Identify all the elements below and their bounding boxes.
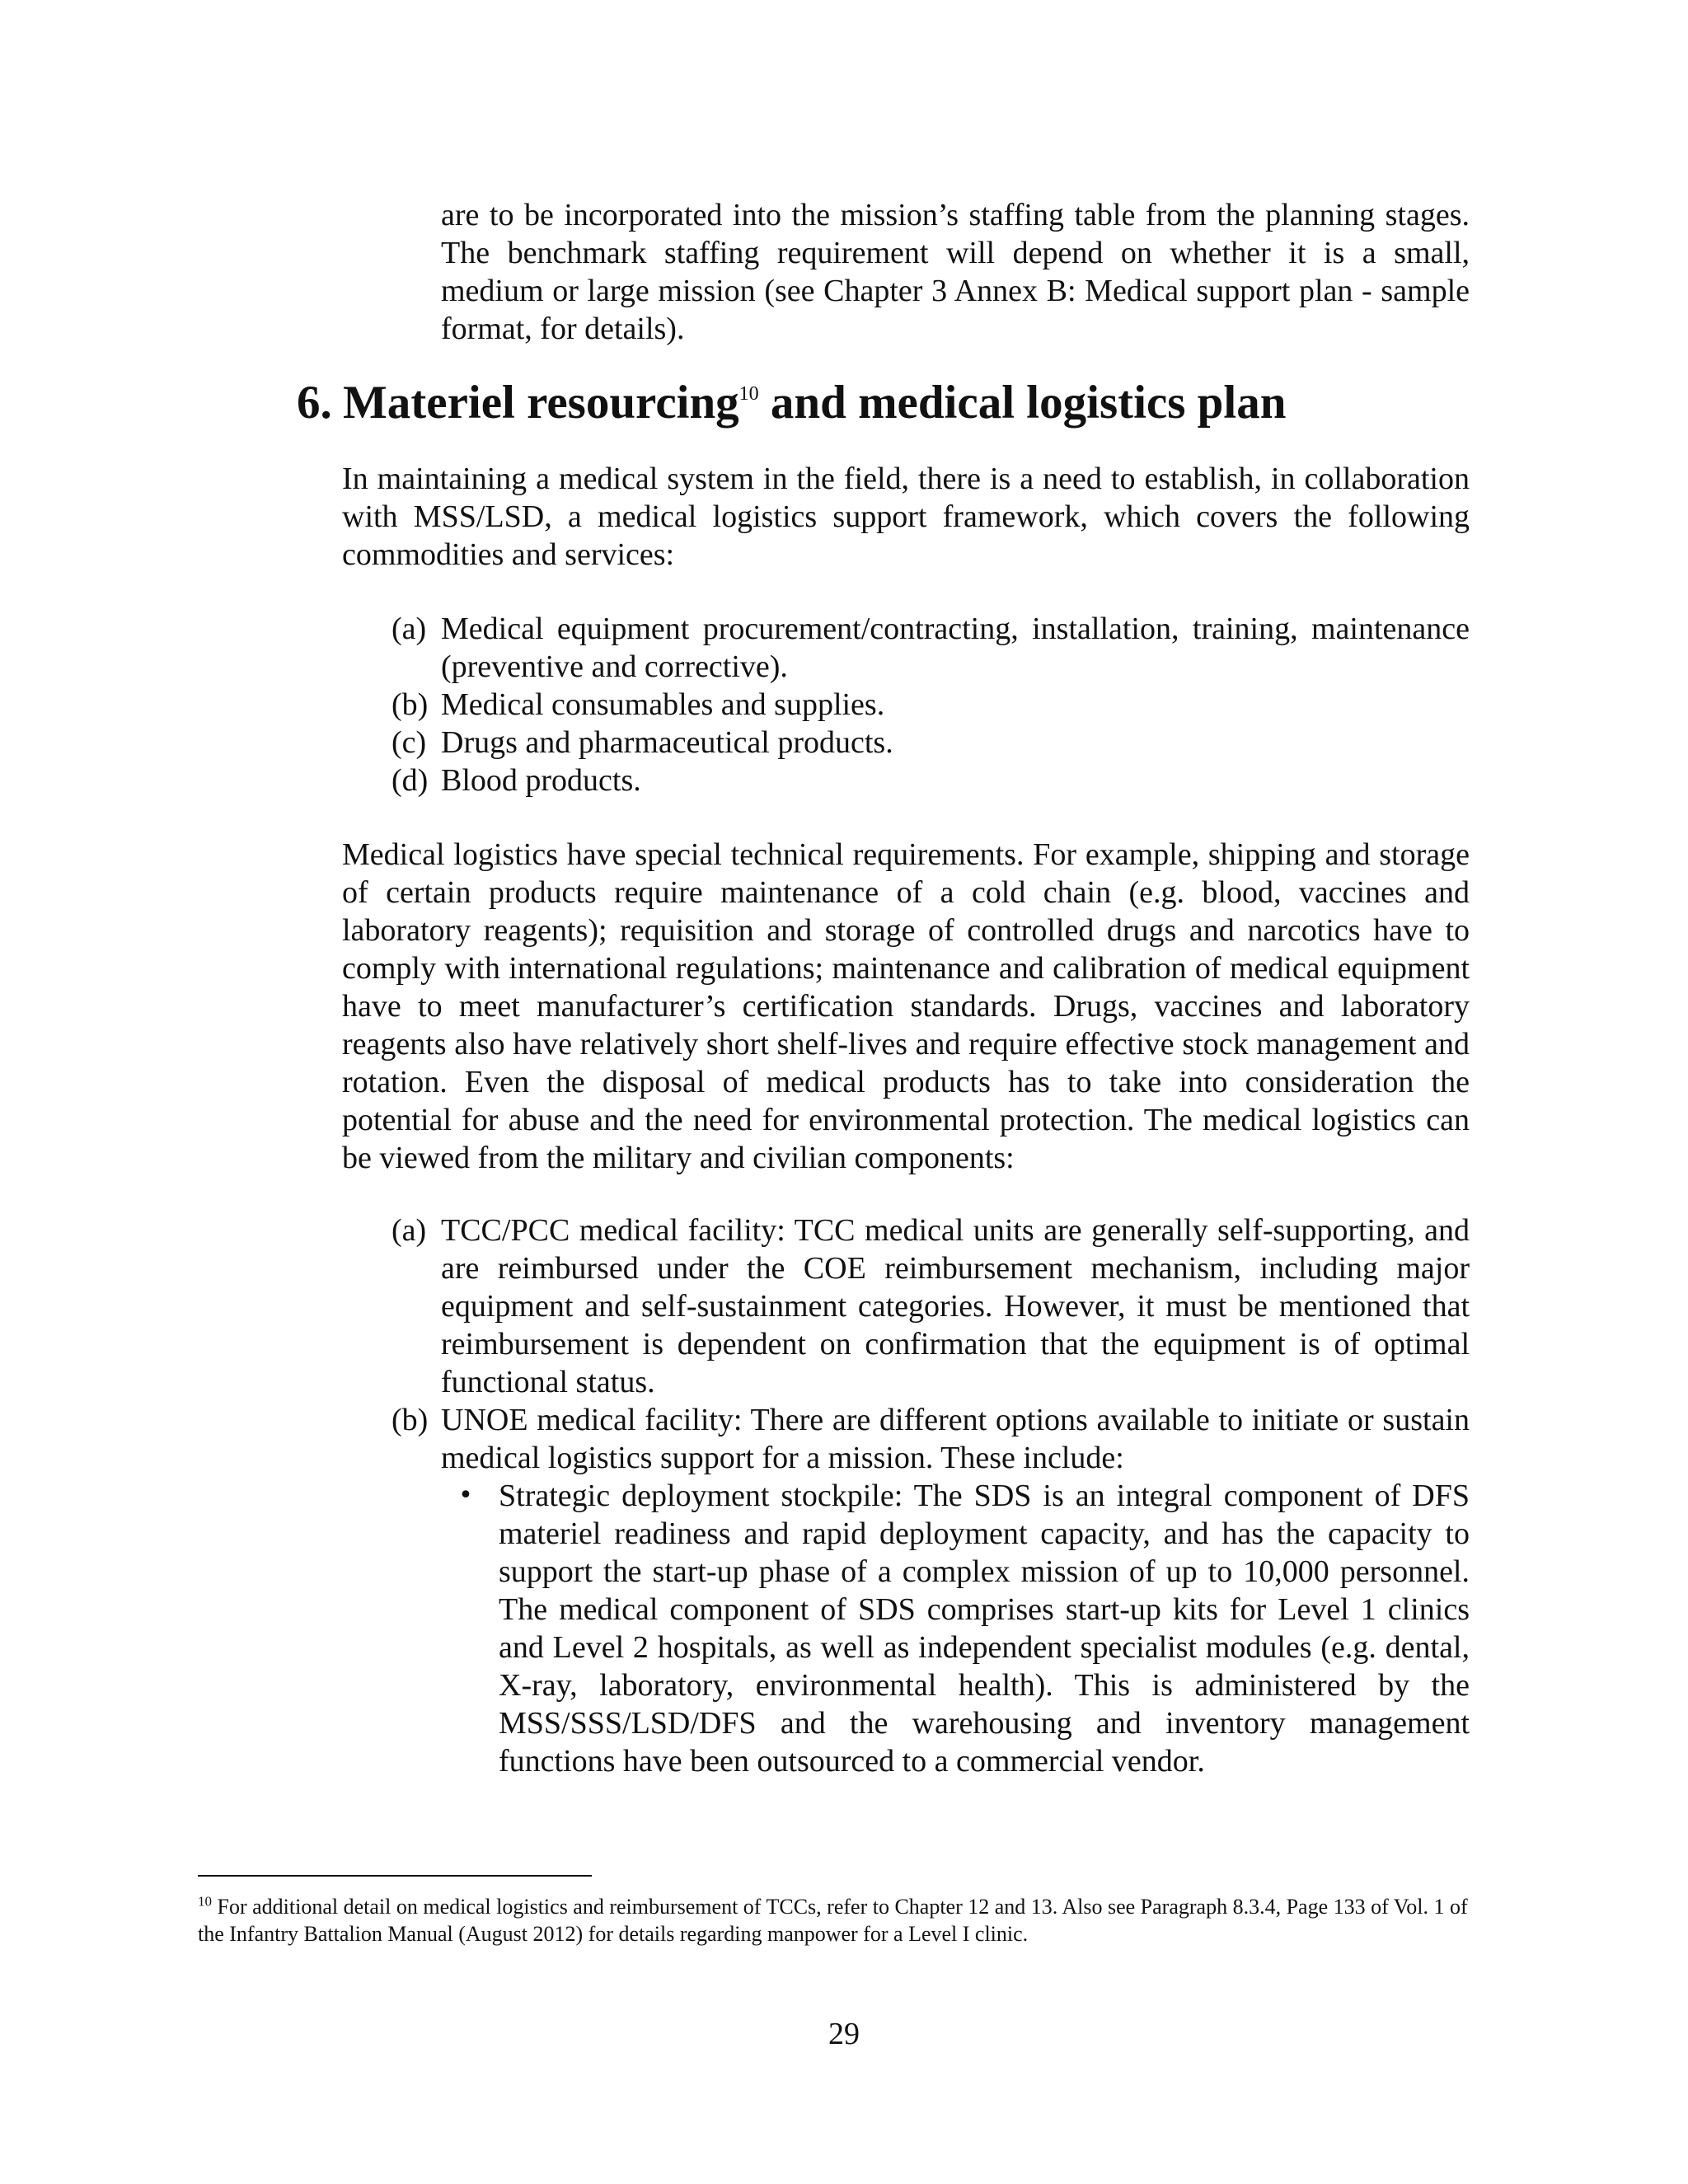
list-marker: (a)	[392, 612, 427, 646]
list-marker: (b)	[392, 687, 429, 722]
list-item-text: TCC/PCC medical facility: TCC medical units are generally self-supporting, and are reimbursed under the COE reimbursement mechanism, including major equipment and self-sustainment categories. However, it must be mentioned that reimbursement is dependent on confirmation that the equipment is of optimal functional status.	[441, 1213, 1470, 1399]
list-item	[392, 724, 1470, 762]
intro-paragraph: are to be incorporated into the mission’s staffing table from the planning stages. The benchmark staffing requirement will depend on whether it is a small, medium or large mission (see Chapter 3 Annex B: Medical support plan - sample format, for details).	[441, 198, 1470, 346]
list-marker: (d)	[392, 763, 429, 798]
list-item-text: Drugs and pharmaceutical products.	[441, 725, 893, 760]
bullet-sublist	[441, 1477, 1470, 1780]
components-list	[392, 1212, 1470, 1780]
bullet-item	[441, 1477, 1470, 1780]
section-title-part2: and medical logistics plan	[758, 377, 1287, 429]
footnote-separator	[198, 1875, 592, 1877]
paragraph-technical-requirements: Medical logistics have special technical requirements. For example, shipping and storage of certain products require maintenance of a cold chain (e.g. blood, vaccines and laboratory reagents); requisition and storage of controlled drugs and narcotics have to comply with international regulations; maintenance and calibration of medical equipment have to meet manufacturer’s certification standards. Drugs, vaccines and laboratory reagents also have relatively short shelf-lives and require effective stock management and rotation. Even the disposal of medical products has to take into consideration the potential for abuse and the need for environmental protection. The medical logistics can be viewed from the military and civilian components:	[342, 837, 1470, 1175]
bullet-item-text: Strategic deployment stockpile: The SDS is an integral component of DFS materiel readiness and rapid deployment capacity, and has the capacity to support the start-up phase of a complex mission of up to 10,000 personnel. The medical component of SDS comprises start-up kits for Level 1 clinics and Level 2 hospitals, as well as independent specialist modules (e.g. dental, X-ray, laboratory, environmental health). This is administered by the MSS/SSS/LSD/DFS and the warehousing and inventory management functions have been outsourced to a commercial vendor.	[499, 1479, 1470, 1779]
footnote	[198, 1893, 1484, 1947]
list-marker: (a)	[392, 1213, 427, 1248]
section-heading	[297, 377, 1467, 429]
list-item-text: Blood products.	[441, 763, 641, 798]
section-title-part1: Materiel resourcing	[343, 377, 739, 429]
list-item-text: Medical equipment procurement/contracting, installation, training, maintenance (preventive and corrective).	[441, 612, 1470, 684]
footnote-number: 10	[198, 1893, 212, 1910]
list-marker: (b)	[392, 1403, 429, 1437]
section-number: 6.	[297, 377, 332, 429]
paragraph-framework: In maintaining a medical system in the field, there is a need to establish, in collaboration with MSS/LSD, a medical logistics support framework, which covers the following commodities and services:	[342, 462, 1470, 572]
footnote-reference[interactable]: 10	[738, 383, 759, 405]
list-marker: (c)	[392, 725, 427, 760]
list-item	[392, 762, 1470, 799]
commodities-list	[392, 610, 1470, 799]
bullet-icon	[441, 1477, 490, 1780]
page-number: 29	[828, 2017, 860, 2051]
list-item-text: UNOE medical facility: There are different options available to initiate or sustain medical logistics support for a mission. These include:	[441, 1403, 1470, 1475]
list-item	[392, 610, 1470, 686]
list-item	[392, 686, 1470, 724]
list-item	[392, 1401, 1470, 1477]
footnote-text: For additional detail on medical logistics and reimbursement of TCCs, refer to Chapter 12 and 13. Also see Paragraph 8.3.4, Page 133 of Vol. 1 of the Infantry Battalion Manual (August 2012) for details regarding manpower for a Level I clinic.	[198, 1895, 1468, 1946]
list-item-text: Medical consumables and supplies.	[441, 687, 885, 722]
list-item	[392, 1212, 1470, 1401]
